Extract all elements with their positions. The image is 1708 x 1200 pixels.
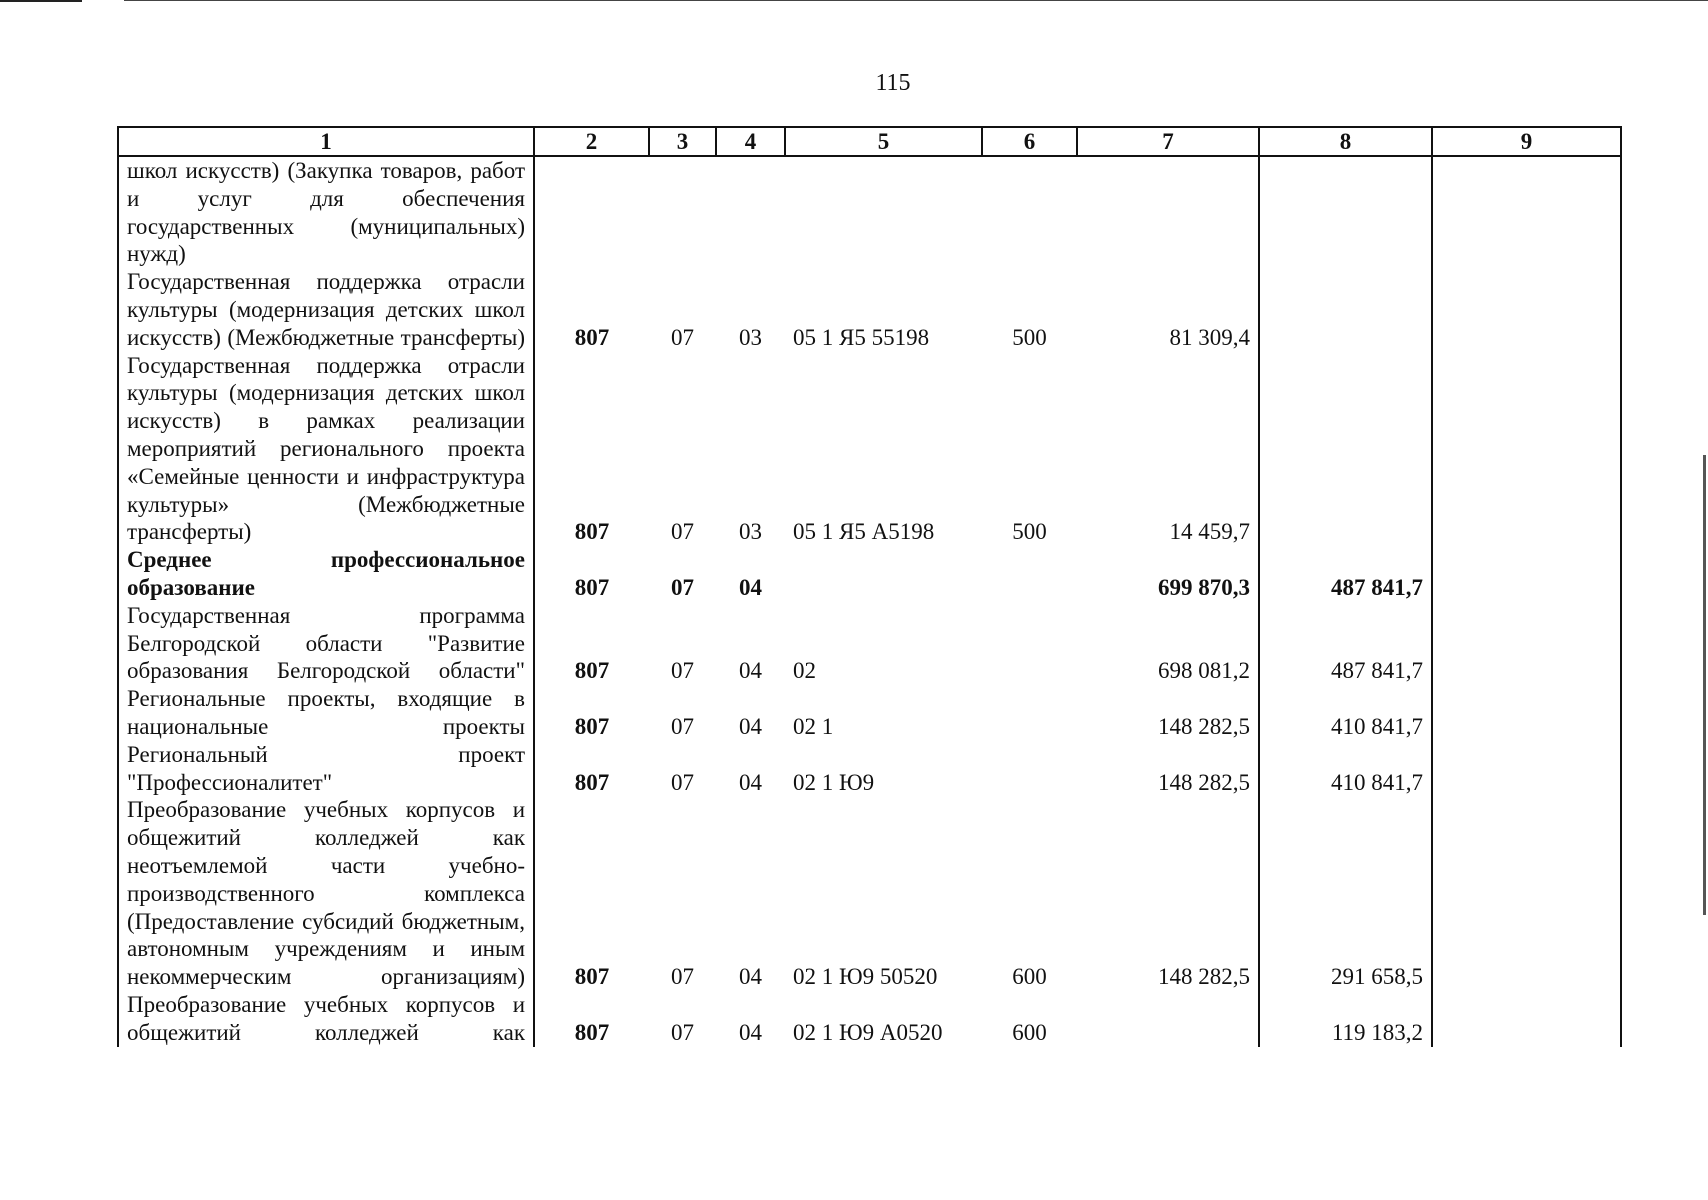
cell-c7 xyxy=(1077,991,1259,1047)
cell-c6 xyxy=(982,156,1077,268)
cell-c9 xyxy=(1432,156,1621,268)
header-col-1: 1 xyxy=(118,127,534,156)
table-row xyxy=(118,156,1621,268)
table-row xyxy=(118,602,1621,685)
cell-c6 xyxy=(982,741,1077,797)
cell-c7: 148 282,5 xyxy=(1077,685,1259,741)
header-col-9: 9 xyxy=(1432,127,1621,156)
cell-c7: 698 081,2 xyxy=(1077,602,1259,685)
header-col-4: 4 xyxy=(716,127,785,156)
cell-c3: 07 xyxy=(671,769,694,795)
cell-c2 xyxy=(534,156,649,268)
table-row xyxy=(118,546,1621,602)
cell-c9 xyxy=(1432,741,1621,797)
cell-c8: 291 658,5 xyxy=(1259,796,1432,991)
cell-c5: 02 xyxy=(793,658,816,684)
header-row xyxy=(118,127,1621,156)
cell-c7: 81 309,4 xyxy=(1077,268,1259,351)
cell-c3: 07 xyxy=(671,1019,694,1045)
cell-c3: 07 xyxy=(671,519,694,545)
cell-c4: 03 xyxy=(739,324,762,350)
cell-c6: 500 xyxy=(1012,324,1047,350)
cell-c4: 04 xyxy=(739,658,762,684)
cell-c2: 807 xyxy=(574,324,610,350)
cell-c9 xyxy=(1432,602,1621,685)
cell-c7: 699 870,3 xyxy=(1077,546,1259,602)
cell-c4: 04 xyxy=(739,713,762,739)
header-col-7: 7 xyxy=(1077,127,1259,156)
cell-c7: 148 282,5 xyxy=(1077,796,1259,991)
cell-name: Преобразование учебных корпусов и общежитий колледжей как xyxy=(118,991,534,1047)
budget-table xyxy=(117,126,1622,1047)
cell-c6: 600 xyxy=(1012,964,1047,990)
table-row xyxy=(118,991,1621,1047)
cell-c8 xyxy=(1259,352,1432,547)
cell-c2: 807 xyxy=(574,658,610,684)
table-row xyxy=(118,741,1621,797)
header-col-8: 8 xyxy=(1259,127,1432,156)
cell-name: Государственная программа Белгородской области "Развитие образования Белгородской области" xyxy=(118,602,534,685)
table-row xyxy=(118,685,1621,741)
cell-c3: 07 xyxy=(671,658,694,684)
cell-c2: 807 xyxy=(574,1019,610,1045)
table-row xyxy=(118,796,1621,991)
scan-edge-left xyxy=(0,0,82,2)
cell-c3: 07 xyxy=(671,713,694,739)
cell-c4: 04 xyxy=(739,964,762,990)
cell-c4: 04 xyxy=(739,574,762,600)
cell-c7 xyxy=(1077,156,1259,268)
cell-c6: 500 xyxy=(1012,519,1047,545)
cell-c4: 03 xyxy=(739,519,762,545)
cell-c9 xyxy=(1432,546,1621,602)
cell-c5: 02 1 Ю9 50520 xyxy=(793,964,938,990)
cell-c6 xyxy=(982,685,1077,741)
scan-edge-right xyxy=(1703,455,1706,915)
cell-c9 xyxy=(1432,268,1621,351)
cell-c8: 487 841,7 xyxy=(1259,546,1432,602)
cell-c2: 807 xyxy=(574,519,610,545)
scan-edge-top xyxy=(124,0,1708,1)
cell-c5 xyxy=(785,156,982,268)
cell-c4: 04 xyxy=(739,769,762,795)
cell-c3: 07 xyxy=(671,324,694,350)
cell-c8: 487 841,7 xyxy=(1259,602,1432,685)
cell-c6: 600 xyxy=(1012,1019,1047,1045)
cell-c5: 05 1 Я5 А5198 xyxy=(793,519,935,545)
cell-c2: 807 xyxy=(574,574,610,600)
cell-c9 xyxy=(1432,352,1621,547)
cell-c5: 02 1 Ю9 А0520 xyxy=(793,1019,943,1045)
cell-c8: 119 183,2 xyxy=(1259,991,1432,1047)
cell-name: Среднее профессиональное образование xyxy=(118,546,534,602)
cell-c9 xyxy=(1432,796,1621,991)
header-col-6: 6 xyxy=(982,127,1077,156)
cell-c2: 807 xyxy=(574,769,610,795)
cell-name: школ искусств) (Закупка товаров, работ и услуг для обеспечения государственных (муниципальных) нужд) xyxy=(118,156,534,268)
cell-c3 xyxy=(649,156,716,268)
cell-c7: 14 459,7 xyxy=(1077,352,1259,547)
cell-c4 xyxy=(716,156,785,268)
table-row xyxy=(118,268,1621,351)
cell-c8: 410 841,7 xyxy=(1259,741,1432,797)
cell-c4: 04 xyxy=(739,1019,762,1045)
cell-c5: 05 1 Я5 55198 xyxy=(793,324,930,350)
header-col-5: 5 xyxy=(785,127,982,156)
page-number: 115 xyxy=(875,70,911,96)
cell-c8 xyxy=(1259,268,1432,351)
cell-name: Преобразование учебных корпусов и общежитий колледжей как неотъемлемой части учебно-производственного комплекса (Предоставление субсидий бюджетным, автономным учреждениям и иным некоммерческим организациям) xyxy=(118,796,534,991)
cell-c5 xyxy=(785,546,982,602)
cell-c3: 07 xyxy=(671,964,694,990)
cell-name: Государственная поддержка отрасли культуры (модернизация детских школ искусств) в рамках реализации мероприятий регионального проекта «Семейные ценности и инфраструктура культуры» (Межбюджетные трансферты) xyxy=(118,352,534,547)
table-body xyxy=(118,156,1621,1047)
cell-c9 xyxy=(1432,685,1621,741)
cell-name: Региональные проекты, входящие в национальные проекты xyxy=(118,685,534,741)
cell-c9 xyxy=(1432,991,1621,1047)
header-col-3: 3 xyxy=(649,127,716,156)
cell-name: Государственная поддержка отрасли культуры (модернизация детских школ искусств) (Межбюджетные трансферты) xyxy=(118,268,534,351)
cell-c2: 807 xyxy=(574,713,610,739)
table-row xyxy=(118,352,1621,547)
cell-c2: 807 xyxy=(574,964,610,990)
cell-c5: 02 1 xyxy=(793,713,834,739)
cell-c8 xyxy=(1259,156,1432,268)
cell-c7: 148 282,5 xyxy=(1077,741,1259,797)
cell-c6 xyxy=(982,602,1077,685)
cell-c8: 410 841,7 xyxy=(1259,685,1432,741)
cell-c6 xyxy=(982,546,1077,602)
cell-name: Региональный проект "Профессионалитет" xyxy=(118,741,534,797)
header-col-2: 2 xyxy=(534,127,649,156)
cell-c5: 02 1 Ю9 xyxy=(793,769,875,795)
cell-c3: 07 xyxy=(671,574,694,600)
